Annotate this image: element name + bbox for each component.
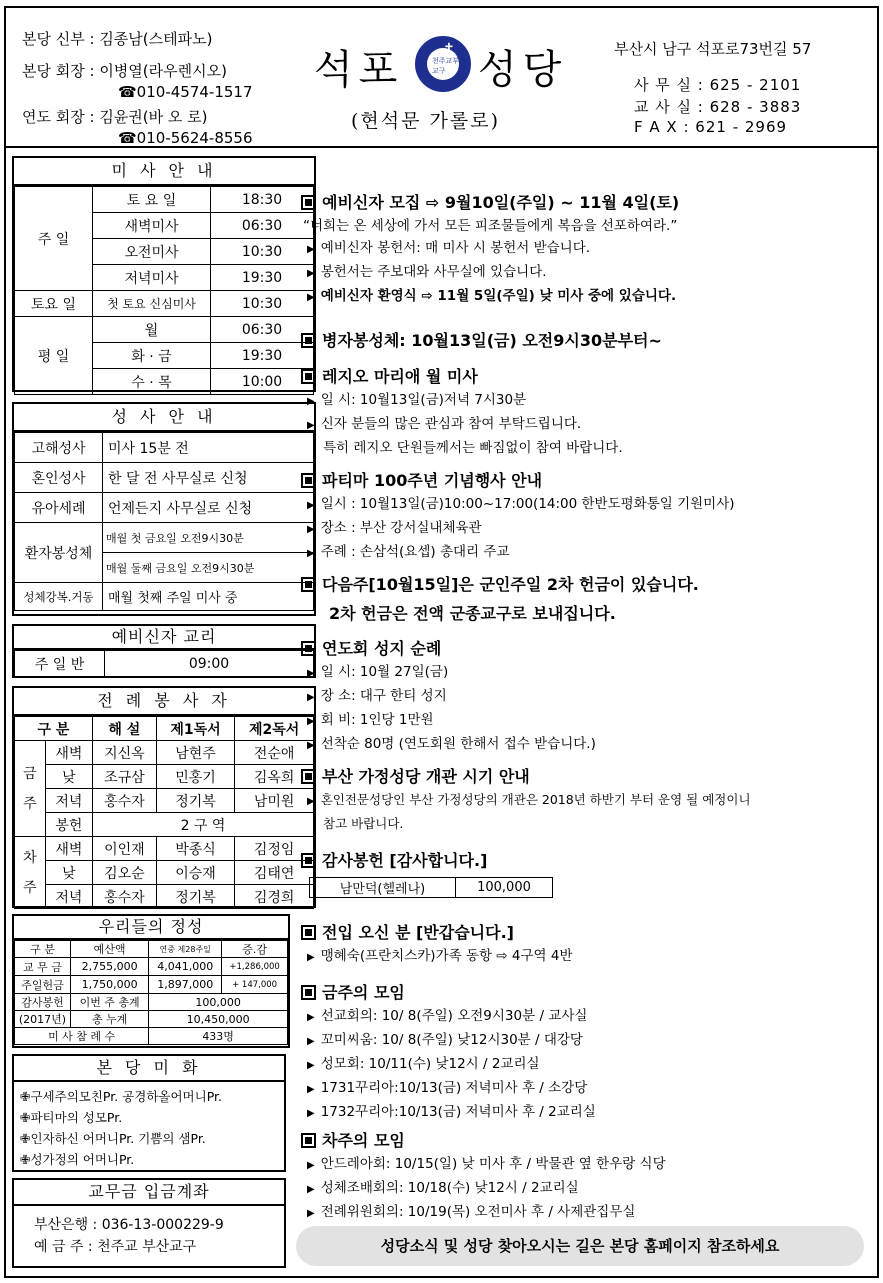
mass-time: 10:30 bbox=[211, 291, 314, 317]
square-bullet-icon bbox=[301, 641, 316, 656]
edu-phone: 교 사 실 : 628 - 3883 bbox=[634, 98, 802, 116]
cell: 홍수자 bbox=[93, 885, 157, 909]
mass-time: 10:00 bbox=[211, 369, 314, 395]
section-line: 참고 바랍니다. bbox=[323, 816, 404, 831]
section-title: 차주의 모임 bbox=[322, 1131, 405, 1150]
arrow-icon: ▶ bbox=[307, 244, 315, 255]
section-sick bbox=[301, 328, 871, 351]
section-line: 혼인전문성당인 부산 가정성당의 개관은 2018년 하반기 부터 운영 될 예정이니 bbox=[320, 792, 751, 807]
section-title: 다음주[10월15일]은 군인주일 2차 헌금이 있습니다. bbox=[322, 575, 699, 594]
cell: 새벽 bbox=[45, 837, 92, 861]
sacrament-value: 매월 첫 금요일 오전9시30분 bbox=[103, 523, 314, 553]
mass-time: 06:30 bbox=[211, 213, 314, 239]
sacrament-value: 언제든지 사무실로 신청 bbox=[103, 493, 314, 523]
mass-time: 18:30 bbox=[211, 187, 314, 213]
cell: 김경희 bbox=[235, 885, 314, 909]
section-title: 파티마 100주년 기념행사 안내 bbox=[322, 471, 543, 490]
cell: 2,755,000 bbox=[71, 958, 149, 976]
arrow-icon: ▶ bbox=[307, 1036, 315, 1047]
cell: 감사봉헌 bbox=[15, 994, 71, 1011]
square-bullet-icon bbox=[301, 853, 316, 868]
cell: 낮 bbox=[45, 861, 92, 885]
pray-item: ✙인자하신 어머니Pr. 기쁨의 샘Pr. bbox=[20, 1131, 206, 1146]
section-title: 레지오 마리애 월 미사 bbox=[322, 367, 478, 386]
yd-phone: ☎010-5624-8556 bbox=[118, 129, 253, 147]
next-week-label: 차 주 bbox=[15, 837, 46, 909]
section-title: 전입 오신 분 [반갑습니다.] bbox=[322, 923, 514, 942]
mass-name: 토 요 일 bbox=[93, 187, 211, 213]
offering-table bbox=[14, 940, 288, 1045]
arrow-icon: ▶ bbox=[307, 500, 315, 511]
cell: 낮 bbox=[45, 765, 92, 789]
cell: 총 누계 bbox=[71, 1011, 149, 1028]
pray-item: ✙성가정의 어머니Pr. bbox=[20, 1152, 135, 1167]
thanks-table bbox=[309, 877, 553, 898]
sacrament-key: 성체강복.거동 bbox=[15, 583, 103, 611]
mass-name: 새벽미사 bbox=[93, 213, 211, 239]
sacrament-key: 환자봉성체 bbox=[15, 523, 103, 583]
section-line: 안드레아회: 10/15(일) 낮 미사 후 / 박물관 옆 한우랑 식당 bbox=[320, 1156, 666, 1172]
pray-item: ✙파티마의 성모Pr. bbox=[20, 1110, 123, 1125]
catechumen-box bbox=[12, 624, 316, 678]
col-header: 증.감 bbox=[222, 941, 288, 958]
church-name-2: 성당 bbox=[478, 47, 568, 93]
arrow-icon: ▶ bbox=[307, 1012, 315, 1023]
arrow-icon: ▶ bbox=[307, 420, 315, 431]
bulletin-page bbox=[4, 6, 879, 1278]
section-line: 일시 : 10월13일(금)10:00~17:00(14:00 한반도평화통일 기원미사) bbox=[320, 496, 735, 512]
mass-table bbox=[14, 186, 314, 395]
cell: 100,000 bbox=[149, 994, 288, 1011]
section-line: 예비신자 환영식 ⇨ 11월 5일(주일) 낮 미사 중에 있습니다. bbox=[320, 288, 677, 304]
arrow-icon: ▶ bbox=[307, 1060, 315, 1071]
church-logo bbox=[415, 36, 471, 92]
sacrament-key: 유아세례 bbox=[15, 493, 103, 523]
square-bullet-icon bbox=[301, 769, 316, 784]
arrow-icon: ▶ bbox=[307, 1160, 315, 1171]
section-line: 2차 헌금은 전액 군종교구로 보내집니다. bbox=[329, 604, 616, 623]
cell: 10,450,000 bbox=[149, 1011, 288, 1028]
section-line: “너희는 온 세상에 가서 모든 피조물들에게 복음을 선포하여라.” bbox=[303, 218, 678, 234]
square-bullet-icon bbox=[301, 369, 316, 384]
cell: 1,897,000 bbox=[149, 976, 222, 994]
col-header: 연중 제28주일 bbox=[149, 941, 222, 958]
cell: +1,286,000 bbox=[222, 958, 288, 976]
pray-item: ✙구세주의모친Pr. 공경하올어머니Pr. bbox=[20, 1089, 222, 1104]
cell: 이승재 bbox=[156, 861, 235, 885]
president-phone: ☎010-4574-1517 bbox=[118, 83, 253, 101]
cell: (2017년) bbox=[15, 1011, 71, 1028]
col-header: 제1독서 bbox=[156, 717, 235, 741]
arrow-icon: ▶ bbox=[307, 548, 315, 559]
section-title: 병자봉성체: 10월13일(금) 오전9시30분부터~ bbox=[322, 331, 662, 350]
office-phone: 사 무 실 : 625 - 2101 bbox=[634, 76, 802, 94]
section-line: 장 소: 대구 한티 성지 bbox=[320, 688, 447, 704]
this-week-label: 금 주 bbox=[15, 741, 46, 837]
mass-time: 10:30 bbox=[211, 239, 314, 265]
catechumen-title: 예비신자 교리 bbox=[14, 626, 314, 650]
arrow-icon: ▶ bbox=[307, 716, 315, 727]
pray-title: 본 당 미 화 bbox=[14, 1056, 284, 1082]
sacrament-box bbox=[12, 402, 316, 616]
arrow-icon: ▶ bbox=[307, 1184, 315, 1195]
section-line: 장소 : 부산 강서실내체육관 bbox=[320, 520, 482, 536]
section-this-week bbox=[301, 980, 871, 1125]
bank-account: 부산은행 : 036-13-000229-9 bbox=[34, 1217, 224, 1233]
cell: 100,000 bbox=[456, 878, 553, 898]
section-title: 금주의 모임 bbox=[322, 983, 405, 1002]
section-military bbox=[301, 572, 871, 624]
square-bullet-icon bbox=[301, 577, 316, 592]
mass-name: 첫 토요 신심미사 bbox=[93, 291, 211, 317]
arrow-icon: ▶ bbox=[307, 796, 315, 807]
sacrament-table bbox=[14, 432, 314, 611]
square-bullet-icon bbox=[301, 333, 316, 348]
section-line: 일 시: 10월 27일(금) bbox=[320, 664, 449, 680]
col-header: 예산액 bbox=[71, 941, 149, 958]
yd-president-line: 연도 회장 : 김윤권(바 오 로) bbox=[22, 108, 208, 126]
section-legio bbox=[301, 364, 871, 459]
fax: F A X : 621 - 2969 bbox=[634, 118, 788, 136]
section-line: 예비신자 봉헌서: 매 미사 시 봉헌서 받습니다. bbox=[320, 240, 591, 256]
arrow-icon: ▶ bbox=[307, 668, 315, 679]
catechumen-key: 주 일 반 bbox=[15, 651, 105, 677]
cell: 김오순 bbox=[93, 861, 157, 885]
mass-name: 오전미사 bbox=[93, 239, 211, 265]
section-line: 선교회의: 10/ 8(주일) 오전9시30분 / 교사실 bbox=[320, 1008, 588, 1024]
liturgy-table bbox=[14, 716, 314, 909]
cell: 이번 주 총계 bbox=[71, 994, 149, 1011]
section-next-week bbox=[301, 1128, 871, 1225]
pray-box bbox=[12, 1054, 286, 1172]
church-name-1: 석포 bbox=[314, 47, 404, 93]
pastor-line: 본당 신부 : 김종남(스테파노) bbox=[22, 30, 213, 48]
arrow-icon: ▶ bbox=[307, 1208, 315, 1219]
cell: 저녁 bbox=[45, 789, 92, 813]
sacrament-value: 미사 15분 전 bbox=[103, 433, 314, 463]
section-title: 예비신자 모집 ⇨ 9월10일(주일) ~ 11월 4일(토) bbox=[322, 193, 680, 212]
cell: 교 무 금 bbox=[15, 958, 71, 976]
sacrament-key: 혼인성사 bbox=[15, 463, 103, 493]
catechumen-value: 09:00 bbox=[105, 651, 314, 677]
address: 부산시 남구 석포로73번길 57 bbox=[614, 40, 812, 58]
section-thanks bbox=[301, 848, 871, 898]
cell: 김옥희 bbox=[235, 765, 314, 789]
cell: 4,041,000 bbox=[149, 958, 222, 976]
cell: 봉헌 bbox=[45, 813, 92, 837]
offering-title: 우리들의 정성 bbox=[14, 916, 288, 940]
square-bullet-icon bbox=[301, 985, 316, 1000]
cell: 김태연 bbox=[235, 861, 314, 885]
section-title: 감사봉헌 [감사합니다.] bbox=[322, 851, 488, 870]
section-fatima bbox=[301, 468, 871, 565]
mass-name: 월 bbox=[93, 317, 211, 343]
section-line: 일 시: 10월13일(금)저녁 7시30분 bbox=[320, 392, 527, 408]
cell: 1,750,000 bbox=[71, 976, 149, 994]
section-line: 꼬미씨움: 10/ 8(주일) 낮12시30분 / 대강당 bbox=[320, 1032, 583, 1048]
arrow-icon: ▶ bbox=[307, 1084, 315, 1095]
section-title: 연도회 성지 순례 bbox=[322, 639, 442, 658]
section-catechumen bbox=[301, 190, 871, 309]
col-header: 구 분 bbox=[15, 717, 93, 741]
cell: 김정임 bbox=[235, 837, 314, 861]
church-subtitle: (현석문 가롤로) bbox=[351, 110, 500, 132]
section-title: 부산 가정성당 개관 시기 안내 bbox=[322, 767, 530, 786]
sunday-label: 주 일 bbox=[15, 187, 93, 291]
arrow-icon: ▶ bbox=[307, 396, 315, 407]
section-line: 전례위원회의: 10/19(목) 오전미사 후 / 사제관집무실 bbox=[320, 1204, 636, 1220]
section-line: 주례 : 손삼석(요셉) 총대리 주교 bbox=[320, 544, 510, 560]
square-bullet-icon bbox=[301, 925, 316, 940]
arrow-icon: ▶ bbox=[307, 524, 315, 535]
cell: 남만덕(헬레나) bbox=[310, 878, 456, 898]
logo-text: 천주교부산교구 bbox=[432, 57, 466, 75]
president-line: 본당 회장 : 이병열(라우렌시오) bbox=[22, 62, 227, 80]
sacrament-value: 매월 둘째 금요일 오전9시30분 bbox=[103, 553, 314, 583]
account-holder: 예 금 주 : 천주교 부산교구 bbox=[34, 1239, 197, 1255]
arrow-icon: ▶ bbox=[307, 740, 315, 751]
mass-name: 저녁미사 bbox=[93, 265, 211, 291]
offering-box bbox=[12, 914, 290, 1048]
saturday-label: 토요 일 bbox=[15, 291, 93, 317]
arrow-icon: ▶ bbox=[307, 292, 315, 303]
cell: 정기복 bbox=[156, 885, 235, 909]
cell: 조규삼 bbox=[93, 765, 157, 789]
cell: 지신옥 bbox=[93, 741, 157, 765]
cell: 2 구 역 bbox=[93, 813, 314, 837]
cell: 이인재 bbox=[93, 837, 157, 861]
col-header: 해 설 bbox=[93, 717, 157, 741]
section-line: 맹혜숙(프란치스카)가족 동항 ⇨ 4구역 4반 bbox=[320, 948, 573, 964]
arrow-icon: ▶ bbox=[307, 952, 315, 963]
arrow-icon: ▶ bbox=[307, 268, 315, 279]
section-line: 봉헌서는 주보대와 사무실에 있습니다. bbox=[320, 264, 547, 280]
section-line: 성모회: 10/11(수) 낮12시 / 2교리실 bbox=[320, 1056, 540, 1072]
mass-time: 19:30 bbox=[211, 343, 314, 369]
account-box bbox=[12, 1178, 286, 1268]
section-line: 신자 분들의 많은 관심과 참여 부탁드립니다. bbox=[320, 416, 582, 432]
weekday-label: 평 일 bbox=[15, 317, 93, 395]
cell: 주일헌금 bbox=[15, 976, 71, 994]
account-title: 교무금 입금계좌 bbox=[14, 1180, 284, 1206]
cell: 민홍기 bbox=[156, 765, 235, 789]
mass-title: 미 사 안 내 bbox=[14, 158, 314, 186]
sacrament-title: 성 사 안 내 bbox=[14, 404, 314, 432]
arrow-icon: ▶ bbox=[307, 1108, 315, 1119]
cell: 433명 bbox=[149, 1028, 288, 1045]
section-family-church bbox=[301, 764, 871, 835]
cell: 박종식 bbox=[156, 837, 235, 861]
cell: + 147,000 bbox=[222, 976, 288, 994]
mass-box bbox=[12, 156, 316, 392]
section-line: 성체조배회의: 10/18(수) 낮12시 / 2교리실 bbox=[320, 1180, 579, 1196]
liturgy-title: 전 례 봉 사 자 bbox=[14, 688, 314, 716]
mass-name: 수 · 목 bbox=[93, 369, 211, 395]
section-line: 선착순 80명 (연도회원 한해서 접수 받습니다.) bbox=[320, 736, 596, 752]
mass-name: 화 · 금 bbox=[93, 343, 211, 369]
footer-notice: 성당소식 및 성당 찾아오시는 길은 본당 홈페이지 참조하세요 bbox=[296, 1226, 864, 1266]
section-pilgrimage bbox=[301, 636, 871, 757]
square-bullet-icon bbox=[301, 473, 316, 488]
mass-time: 06:30 bbox=[211, 317, 314, 343]
section-line: 특히 레지오 단원들께서는 빠짐없이 참여 바랍니다. bbox=[323, 440, 623, 456]
section-line: 1732꾸리아:10/13(금) 저녁미사 후 / 2교리실 bbox=[320, 1104, 596, 1120]
sacrament-value: 한 달 전 사무실로 신청 bbox=[103, 463, 314, 493]
cell: 전순애 bbox=[235, 741, 314, 765]
liturgy-box bbox=[12, 686, 316, 908]
header bbox=[6, 8, 877, 148]
col-header: 제2독서 bbox=[235, 717, 314, 741]
cell: 남미원 bbox=[235, 789, 314, 813]
cell: 정기복 bbox=[156, 789, 235, 813]
square-bullet-icon bbox=[301, 1133, 316, 1148]
cross-icon: ✝ bbox=[443, 41, 455, 57]
section-newcomers bbox=[301, 920, 871, 969]
sacrament-value: 매월 첫째 주일 미사 중 bbox=[103, 583, 314, 611]
sacrament-key: 고해성사 bbox=[15, 433, 103, 463]
col-header: 구 분 bbox=[15, 941, 71, 958]
cell: 남현주 bbox=[156, 741, 235, 765]
cell: 새벽 bbox=[45, 741, 92, 765]
section-line: 1731꾸리아:10/13(금) 저녁미사 후 / 소강당 bbox=[320, 1080, 588, 1096]
cell: 저녁 bbox=[45, 885, 92, 909]
arrow-icon: ▶ bbox=[307, 692, 315, 703]
cell: 홍수자 bbox=[93, 789, 157, 813]
section-line: 회 비: 1인당 1만원 bbox=[320, 712, 434, 728]
cell: 미 사 참 례 수 bbox=[15, 1028, 149, 1045]
square-bullet-icon bbox=[301, 195, 316, 210]
mass-time: 19:30 bbox=[211, 265, 314, 291]
